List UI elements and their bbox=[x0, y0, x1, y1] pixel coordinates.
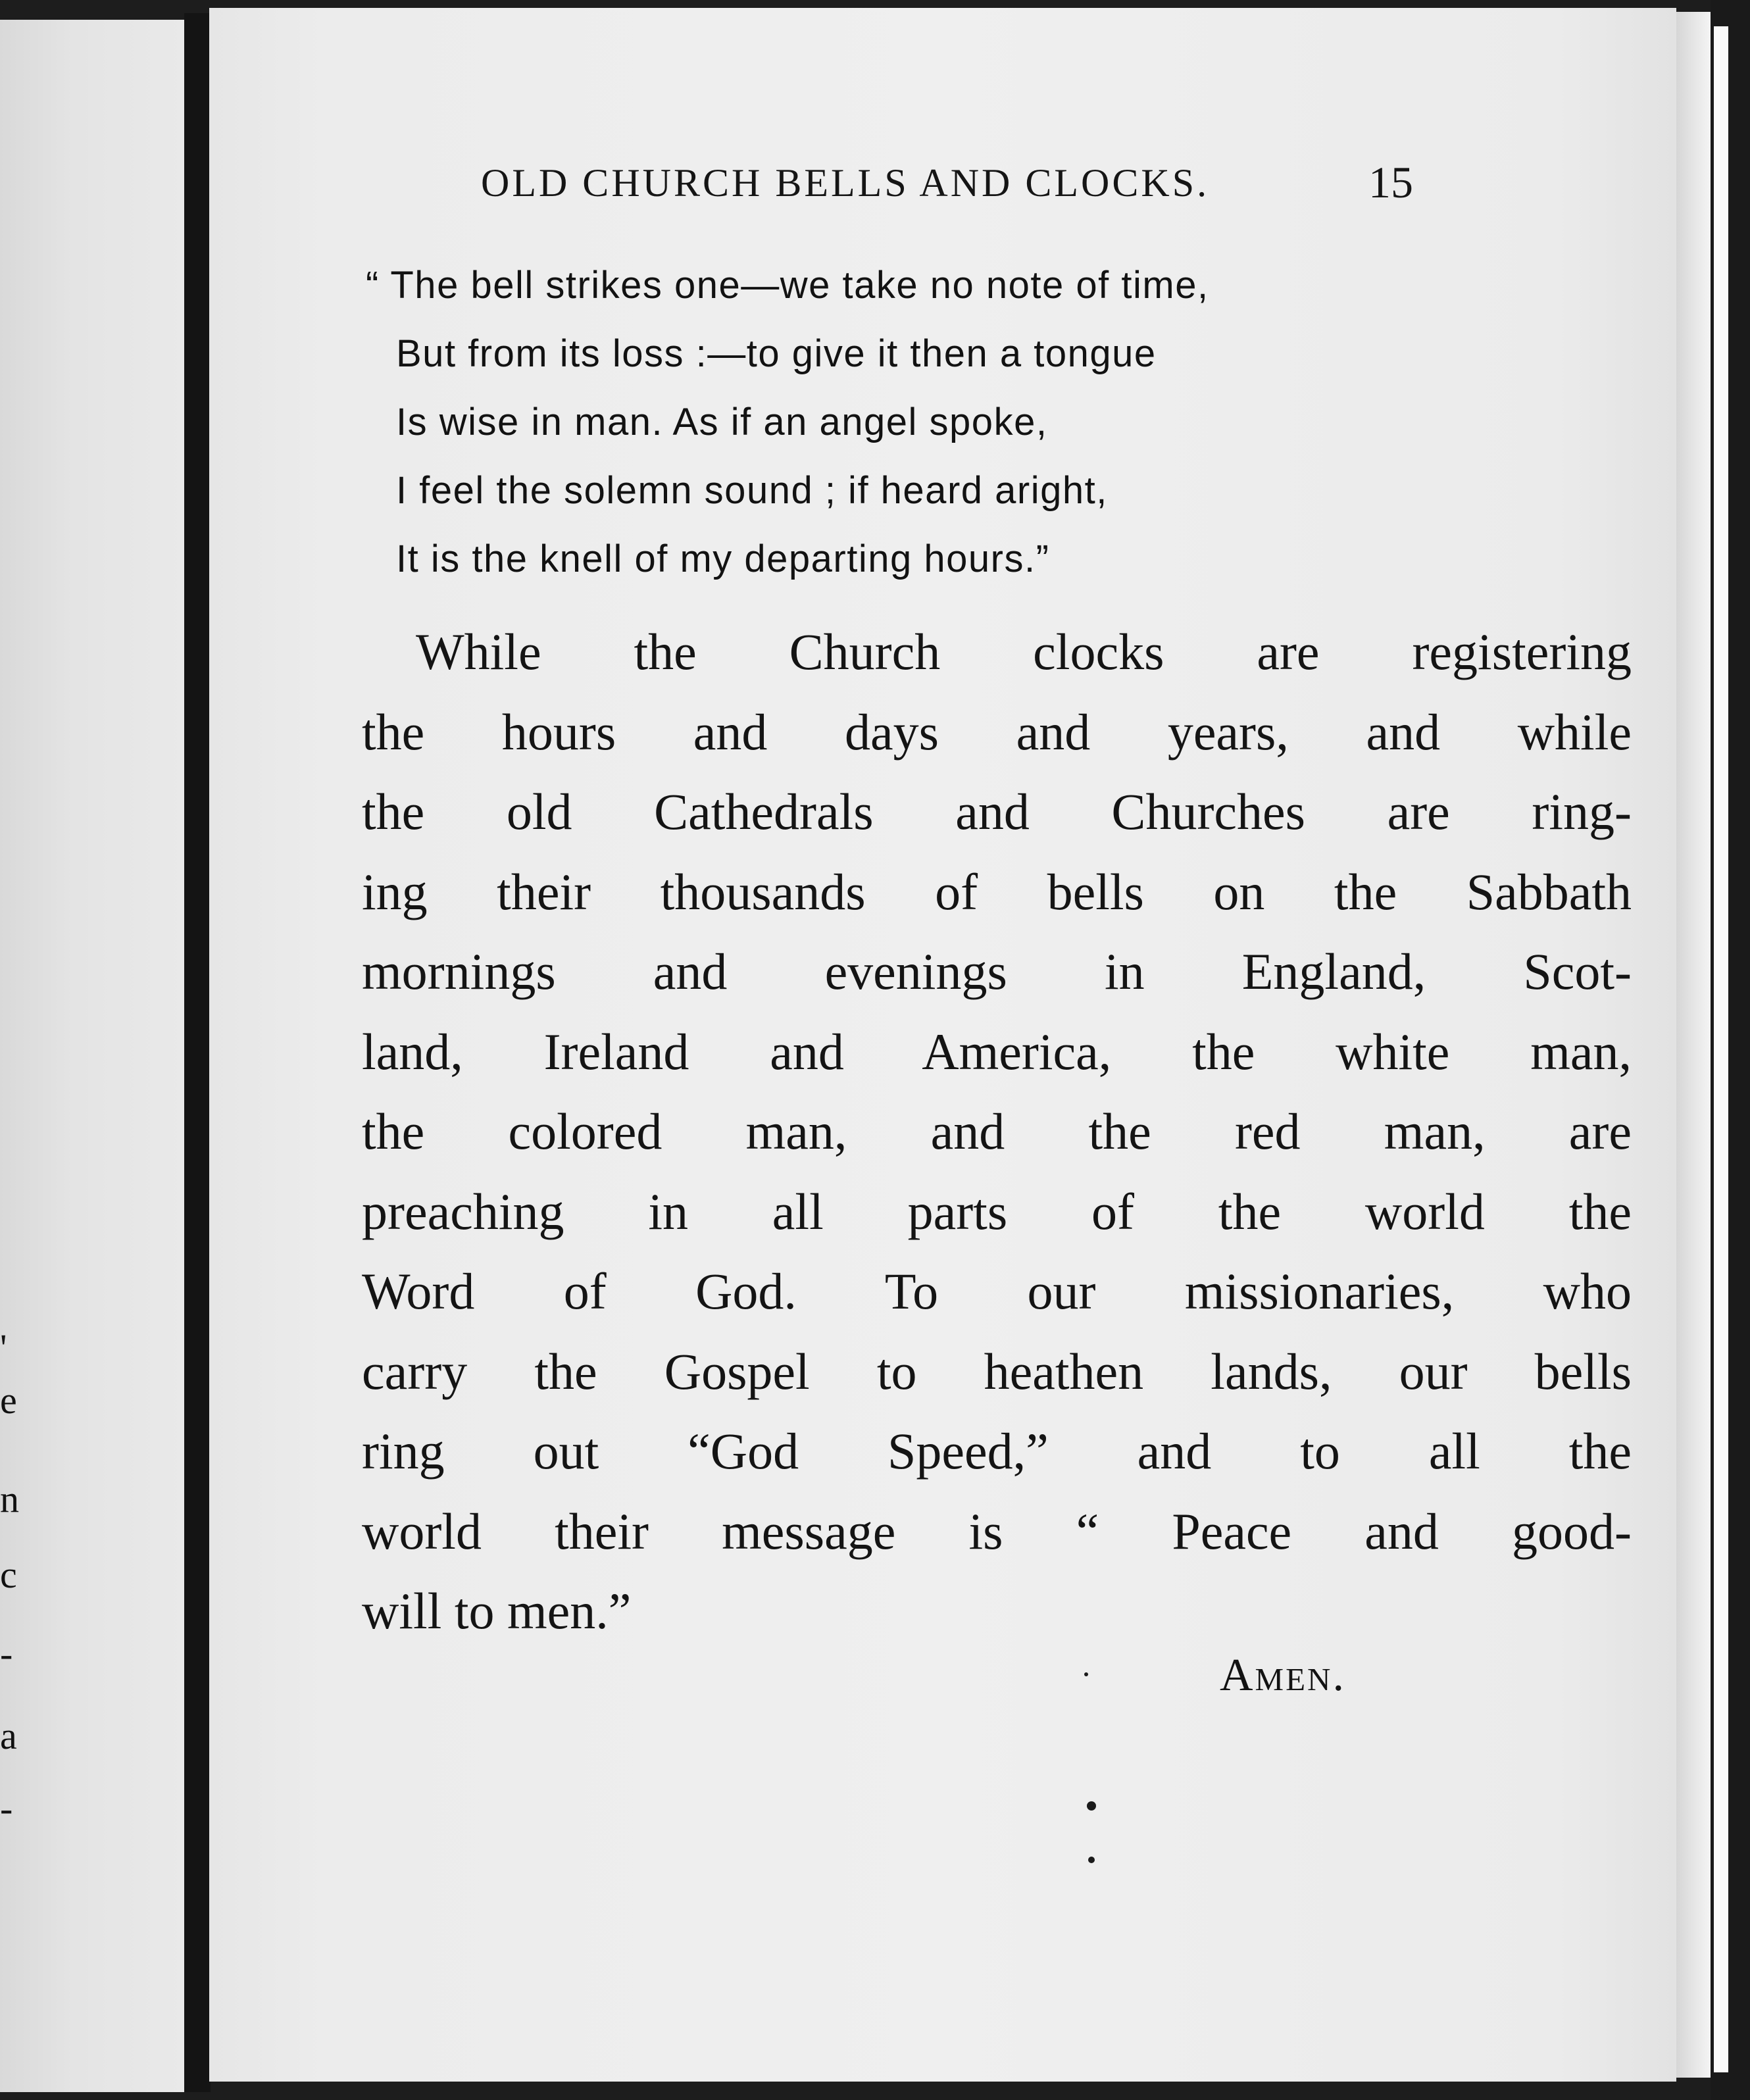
paragraph-line: the old Cathedrals and Churches are ring- bbox=[362, 783, 1632, 840]
facing-page bbox=[0, 20, 184, 2092]
verse-quotation bbox=[366, 251, 1616, 593]
paragraph-line: Word of God. To our missionaries, who bbox=[362, 1262, 1632, 1320]
verse-line: It is the knell of my departing hours.” bbox=[396, 538, 1050, 580]
paragraph-line: ring out “God Speed,” and to all the bbox=[362, 1422, 1632, 1480]
page-number: 15 bbox=[1368, 157, 1413, 207]
paragraph-line: the hours and days and years, and while bbox=[362, 703, 1632, 761]
facing-page-fragment: - bbox=[0, 1787, 13, 1830]
paragraph-line: land, Ireland and America, the white man, bbox=[362, 1022, 1632, 1080]
closing-word: Amen. bbox=[1220, 1650, 1346, 1701]
paragraph-line: preaching in all parts of the world the bbox=[362, 1182, 1632, 1240]
verse-line: But from its loss :—to give it then a tongue bbox=[396, 332, 1157, 375]
running-title: OLD CHURCH BELLS AND CLOCKS. bbox=[481, 161, 1210, 205]
ink-speck bbox=[1087, 1801, 1096, 1811]
facing-page-fragment: n bbox=[0, 1478, 19, 1520]
ink-speck bbox=[1084, 1672, 1088, 1676]
paragraph-line: While the Church clocks are registering bbox=[416, 623, 1632, 680]
page-edge-highlight bbox=[1714, 26, 1728, 2072]
paragraph-line: will to men.” bbox=[362, 1582, 632, 1639]
facing-page-fragment: - bbox=[0, 1632, 13, 1675]
paragraph-line: ing their thousands of bells on the Sabbath bbox=[362, 863, 1632, 920]
ink-speck bbox=[1088, 1857, 1095, 1863]
facing-page-fragment: c bbox=[0, 1553, 17, 1596]
facing-page-fragment: e bbox=[0, 1379, 17, 1422]
book-gutter bbox=[184, 13, 211, 2092]
paragraph-line: world their message is “ Peace and good- bbox=[362, 1502, 1632, 1560]
running-head bbox=[209, 157, 1676, 207]
facing-page-fragment: a bbox=[0, 1714, 17, 1757]
paragraph-line: the colored man, and the red man, are bbox=[362, 1103, 1632, 1160]
page-edge bbox=[1676, 12, 1711, 2078]
paragraph-line: mornings and evenings in England, Scot- bbox=[362, 943, 1632, 1000]
facing-page-fragment: ' bbox=[0, 1326, 7, 1369]
book-page bbox=[209, 8, 1676, 2082]
body-paragraph bbox=[362, 612, 1632, 1651]
verse-line: Is wise in man. As if an angel spoke, bbox=[396, 401, 1048, 443]
paragraph-line: carry the Gospel to heathen lands, our bells bbox=[362, 1342, 1632, 1400]
verse-line: I feel the solemn sound ; if heard aright, bbox=[396, 469, 1108, 512]
verse-line: “ The bell strikes one—we take no note of time, bbox=[366, 264, 1209, 307]
